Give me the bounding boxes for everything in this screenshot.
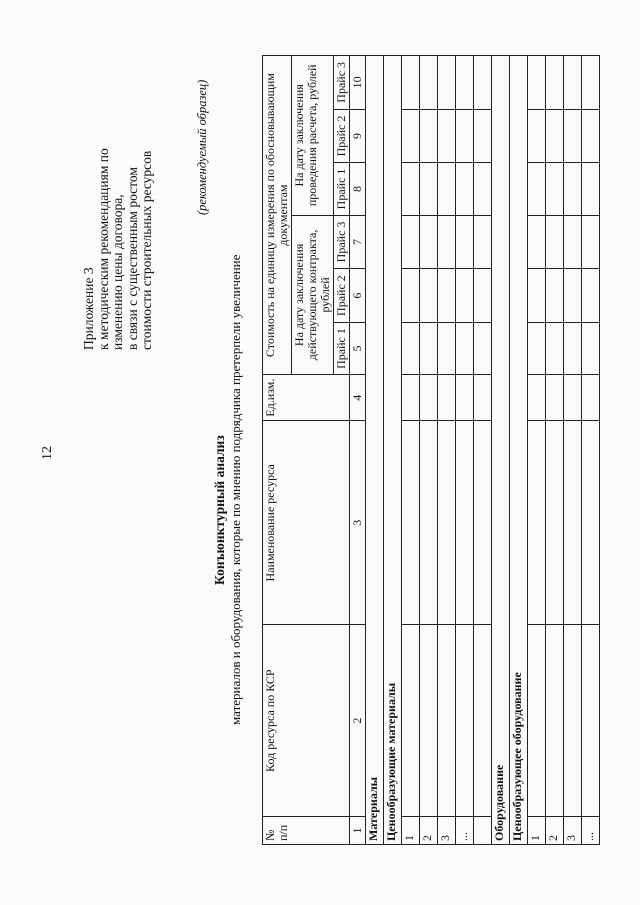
header-cost: Стоимость на единицу измерения по обосновывающим документам: [263, 56, 292, 375]
section-label: Ценообразующие материалы: [384, 56, 402, 845]
table-cell: [420, 269, 438, 323]
table-cell: [582, 56, 600, 110]
table-cell: [582, 375, 600, 421]
table-row: [528, 56, 546, 845]
table-cell: [474, 421, 492, 625]
row-number: 1: [528, 816, 546, 844]
table-cell: [438, 56, 456, 110]
table-cell: [582, 625, 600, 817]
table-cell: [420, 163, 438, 215]
table-cell: [474, 163, 492, 215]
table-cell: [528, 215, 546, 269]
table-cell: [546, 56, 564, 110]
table-cell: [528, 56, 546, 110]
table-cell: [456, 421, 474, 625]
table-cell: [528, 375, 546, 421]
table-cell: [456, 625, 474, 817]
table-cell: [438, 375, 456, 421]
table-cell: [438, 322, 456, 374]
table-cell: [528, 163, 546, 215]
row-number: 2: [546, 816, 564, 844]
table-cell: [528, 322, 546, 374]
header-price: Прайс 2: [334, 109, 350, 163]
header-num: № п/п: [263, 816, 350, 844]
table-cell: [420, 215, 438, 269]
column-number: 7: [350, 215, 366, 269]
column-number: 1: [350, 816, 366, 844]
table-cell: [528, 269, 546, 323]
table-cell: [420, 421, 438, 625]
header-row: [263, 56, 292, 845]
appendix-line: в связи с существенным ростом: [124, 167, 140, 350]
table-cell: [546, 322, 564, 374]
page-number: 12: [40, 446, 55, 460]
table-cell: [546, 421, 564, 625]
table-cell: [420, 56, 438, 110]
table-cell: [564, 109, 582, 163]
table-cell: [438, 163, 456, 215]
table-cell: [564, 215, 582, 269]
document-title: Конъюнктурный анализ: [212, 435, 227, 585]
row-number: 3: [564, 816, 582, 844]
header-price: Прайс 2: [334, 269, 350, 323]
table-row: [474, 56, 492, 845]
table-row: [456, 56, 474, 845]
table-cell: [474, 269, 492, 323]
table-row: [420, 56, 438, 845]
table-cell: [582, 109, 600, 163]
table-row: [546, 56, 564, 845]
table-cell: [456, 215, 474, 269]
table-row: [402, 56, 420, 845]
table-cell: [420, 375, 438, 421]
table-cell: [402, 421, 420, 625]
column-number: 2: [350, 625, 366, 817]
table-cell: [402, 163, 420, 215]
table-cell: [402, 375, 420, 421]
section-label: Материалы: [366, 56, 384, 845]
section-row: [492, 56, 510, 845]
column-number: 10: [350, 56, 366, 110]
table-cell: [528, 109, 546, 163]
table-cell: [420, 109, 438, 163]
table-cell: [474, 215, 492, 269]
table-cell: [582, 269, 600, 323]
table-cell: [564, 269, 582, 323]
table-cell: [402, 56, 420, 110]
column-number: 3: [350, 421, 366, 625]
header-at-calc: На дату заключения проведения расчета, рублей: [292, 56, 334, 216]
row-number: ...: [456, 816, 474, 844]
column-number: 5: [350, 322, 366, 374]
table-cell: [546, 625, 564, 817]
header-price: Прайс 1: [334, 322, 350, 374]
table-row: [438, 56, 456, 845]
table-cell: [456, 269, 474, 323]
table-cell: [564, 56, 582, 110]
table-cell: [474, 625, 492, 817]
table-cell: [564, 625, 582, 817]
table-cell: [564, 322, 582, 374]
column-number: 9: [350, 109, 366, 163]
sample-note: (рекомендуемый образец): [195, 79, 209, 215]
table-cell: [402, 269, 420, 323]
table-cell: [456, 322, 474, 374]
table-cell: [582, 215, 600, 269]
table-cell: [420, 625, 438, 817]
table-cell: [456, 109, 474, 163]
table-cell: [582, 421, 600, 625]
table-cell: [564, 163, 582, 215]
column-number: 4: [350, 375, 366, 421]
table-row: [564, 56, 582, 845]
header-unit: Ед.изм.: [263, 375, 350, 421]
section-label: Оборудование: [492, 56, 510, 845]
table-cell: [402, 625, 420, 817]
table-cell: [546, 163, 564, 215]
column-number: 6: [350, 269, 366, 323]
table-cell: [582, 163, 600, 215]
table-cell: [402, 109, 420, 163]
section-row: [366, 56, 384, 845]
table-cell: [546, 375, 564, 421]
table-cell: [438, 269, 456, 323]
table-cell: [438, 109, 456, 163]
table-cell: [402, 215, 420, 269]
section-label: Ценообразующее оборудование: [510, 56, 528, 845]
analysis-table: [262, 55, 600, 845]
header-price: Прайс 3: [334, 56, 350, 110]
table-cell: [528, 421, 546, 625]
table-cell: [438, 215, 456, 269]
appendix-line: стоимости строительных ресурсов: [139, 150, 154, 350]
table-cell: [438, 421, 456, 625]
table-cell: [564, 421, 582, 625]
header-name: Наименование ресурса: [263, 421, 350, 625]
header-at-contract: На дату заключения действующего контракта, рублей: [292, 215, 334, 375]
header-code: Код ресурса по КСР: [263, 625, 350, 817]
table-cell: [456, 56, 474, 110]
header-price: Прайс 1: [334, 163, 350, 215]
row-number: ...: [582, 816, 600, 844]
document-subtitle: материалов и оборудования, которые по мнению подрядчика претерпели увеличение: [228, 254, 243, 725]
table-cell: [564, 375, 582, 421]
table-cell: [546, 109, 564, 163]
table-cell: [402, 322, 420, 374]
appendix-note: [82, 148, 155, 350]
table-cell: [546, 269, 564, 323]
row-number: [474, 816, 492, 844]
appendix-line: к методическим рекомендациям по: [95, 148, 111, 350]
column-number-row: [350, 56, 366, 845]
table-cell: [438, 625, 456, 817]
table-cell: [420, 322, 438, 374]
section-row: [384, 56, 402, 845]
table-cell: [582, 322, 600, 374]
table-cell: [456, 163, 474, 215]
section-row: [510, 56, 528, 845]
row-number: 2: [420, 816, 438, 844]
row-number: 1: [402, 816, 420, 844]
table-cell: [474, 56, 492, 110]
table-cell: [528, 625, 546, 817]
table-cell: [474, 109, 492, 163]
table-row: [582, 56, 600, 845]
table-cell: [474, 375, 492, 421]
table-cell: [474, 322, 492, 374]
table-cell: [456, 375, 474, 421]
row-number: 3: [438, 816, 456, 844]
header-price: Прайс 3: [334, 215, 350, 269]
column-number: 8: [350, 163, 366, 215]
table-cell: [546, 215, 564, 269]
appendix-line: изменению цены договора,: [110, 194, 125, 350]
appendix-line: Приложение 3: [81, 267, 96, 350]
